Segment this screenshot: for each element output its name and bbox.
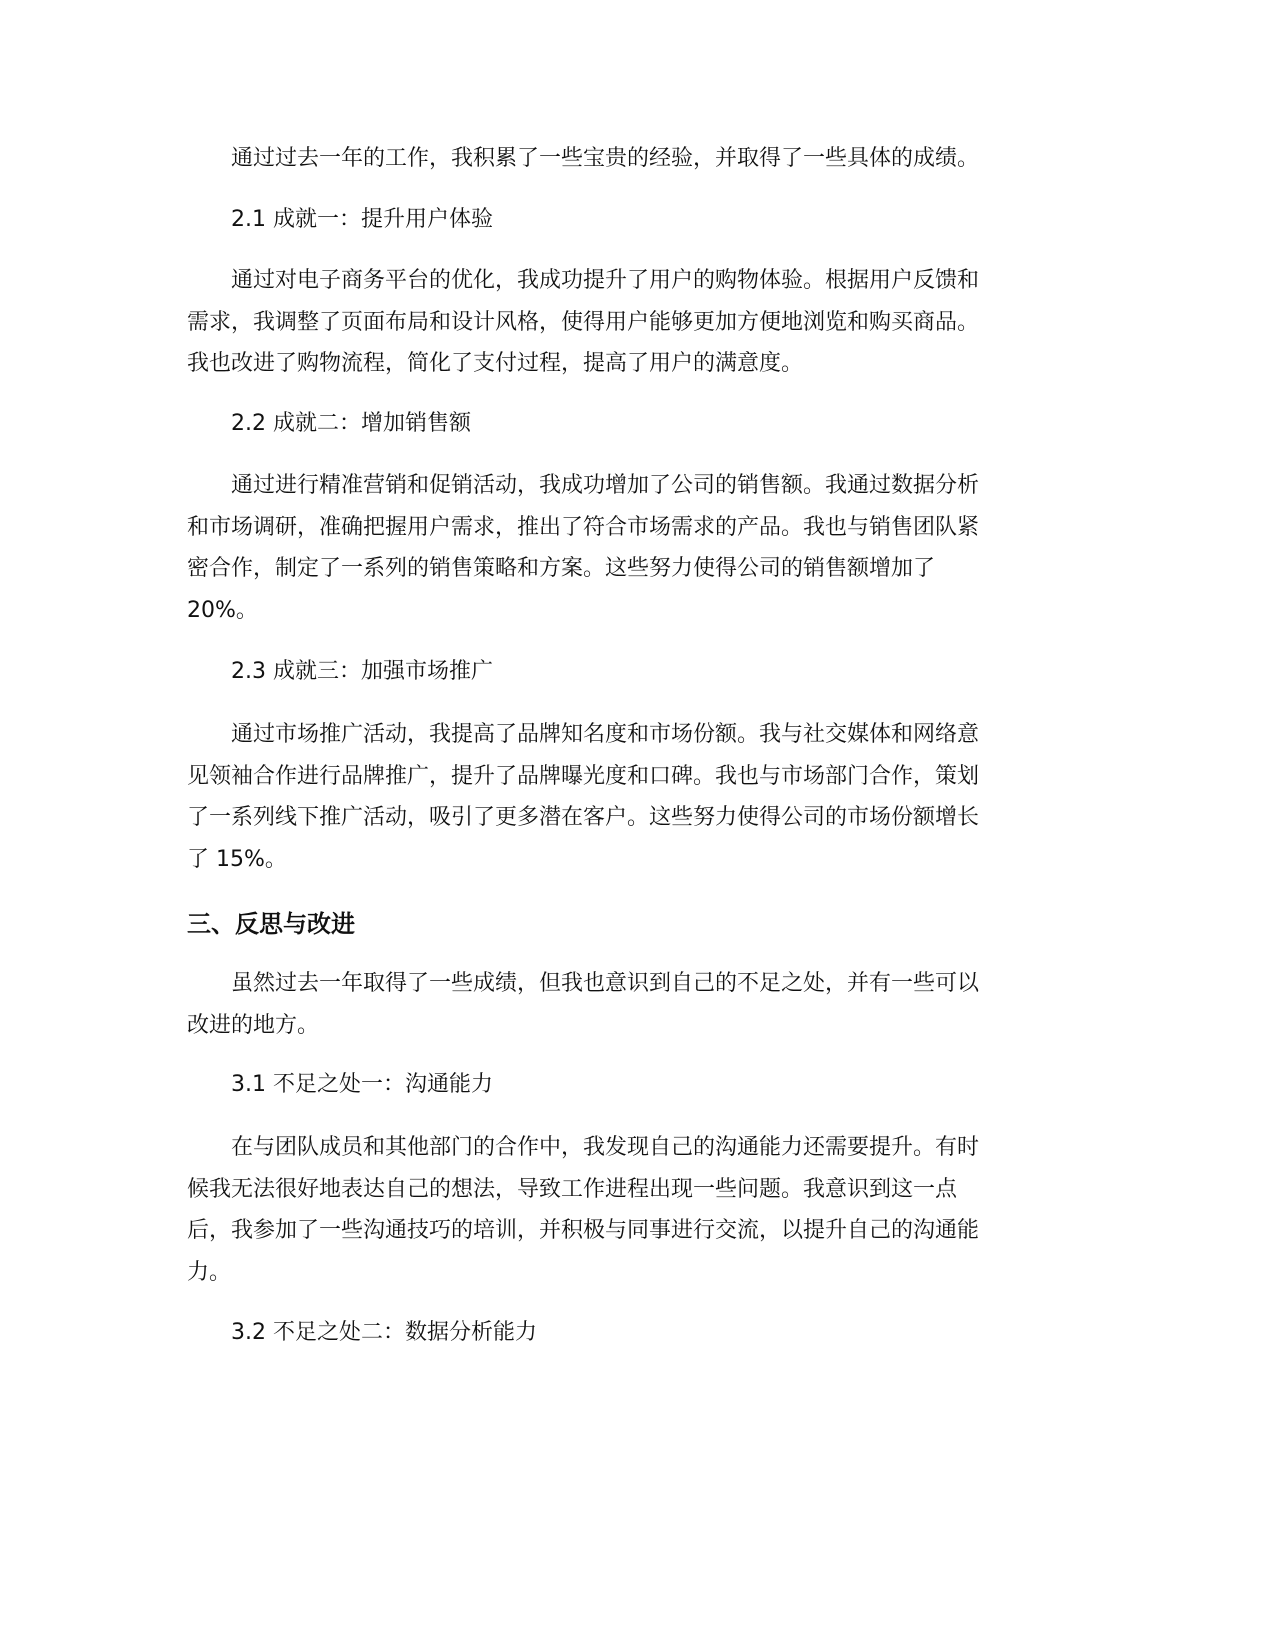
section-2-3-body <box>187 714 1087 880</box>
body-line: 在与团队成员和其他部门的合作中，我发现自己的沟通能力还需要提升。有时 <box>231 1135 980 1160</box>
body-line: 密合作，制定了一系列的销售策略和方案。这些努力使得公司的销售额增加了 <box>187 556 936 581</box>
section-3-1-title: 3.1 不足之处一：沟通能力 <box>231 1072 493 1097</box>
body-line: 了一系列线下推广活动，吸引了更多潜在客户。这些努力使得公司的市场份额增长 <box>187 805 980 830</box>
section-3-2-title: 3.2 不足之处二：数据分析能力 <box>231 1320 537 1345</box>
section-2-1-body <box>187 260 1087 385</box>
body-line: 20%。 <box>187 597 258 623</box>
section-2-2-body <box>187 465 1087 631</box>
body-line: 后，我参加了一些沟通技巧的培训，并积极与同事进行交流，以提升自己的沟通能 <box>187 1218 980 1243</box>
intro-paragraph: 通过过去一年的工作，我积累了一些宝贵的经验，并取得了一些具体的成绩。 <box>231 146 980 171</box>
section-3-1-body <box>187 1127 1087 1293</box>
body-line: 见领袖合作进行品牌推广，提升了品牌曝光度和口碑。我也与市场部门合作，策划 <box>187 763 980 789</box>
body-line: 候我无法很好地表达自己的想法，导致工作进程出现一些问题。我意识到这一点 <box>187 1176 958 1202</box>
section-2-1-title: 2.1 成就一：提升用户体验 <box>231 207 493 232</box>
body-line: 力。 <box>187 1259 232 1285</box>
body-line: 通过对电子商务平台的优化，我成功提升了用户的购物体验。根据用户反馈和 <box>231 268 980 293</box>
body-line: 需求，我调整了页面布局和设计风格，使得用户能够更加方便地浏览和购买商品。 <box>187 309 980 335</box>
body-line: 和市场调研，准确把握用户需求，推出了符合市场需求的产品。我也与销售团队紧 <box>187 514 980 540</box>
body-line: 我也改进了购物流程，简化了支付过程，提高了用户的满意度。 <box>187 351 804 376</box>
section-2-3-title: 2.3 成就三：加强市场推广 <box>231 659 493 684</box>
body-line: 改进的地方。 <box>187 1012 320 1038</box>
section-3-intro <box>187 963 1087 1046</box>
section-2-2-title: 2.2 成就二：增加销售额 <box>231 411 471 436</box>
section-3-heading: 三、反思与改进 <box>187 910 355 938</box>
body-line: 通过进行精准营销和促销活动，我成功增加了公司的销售额。我通过数据分析 <box>231 473 980 498</box>
body-line: 虽然过去一年取得了一些成绩，但我也意识到自己的不足之处，并有一些可以 <box>231 971 980 996</box>
body-line: 通过市场推广活动，我提高了品牌知名度和市场份额。我与社交媒体和网络意 <box>231 722 980 747</box>
body-line: 了 15%。 <box>187 846 287 872</box>
